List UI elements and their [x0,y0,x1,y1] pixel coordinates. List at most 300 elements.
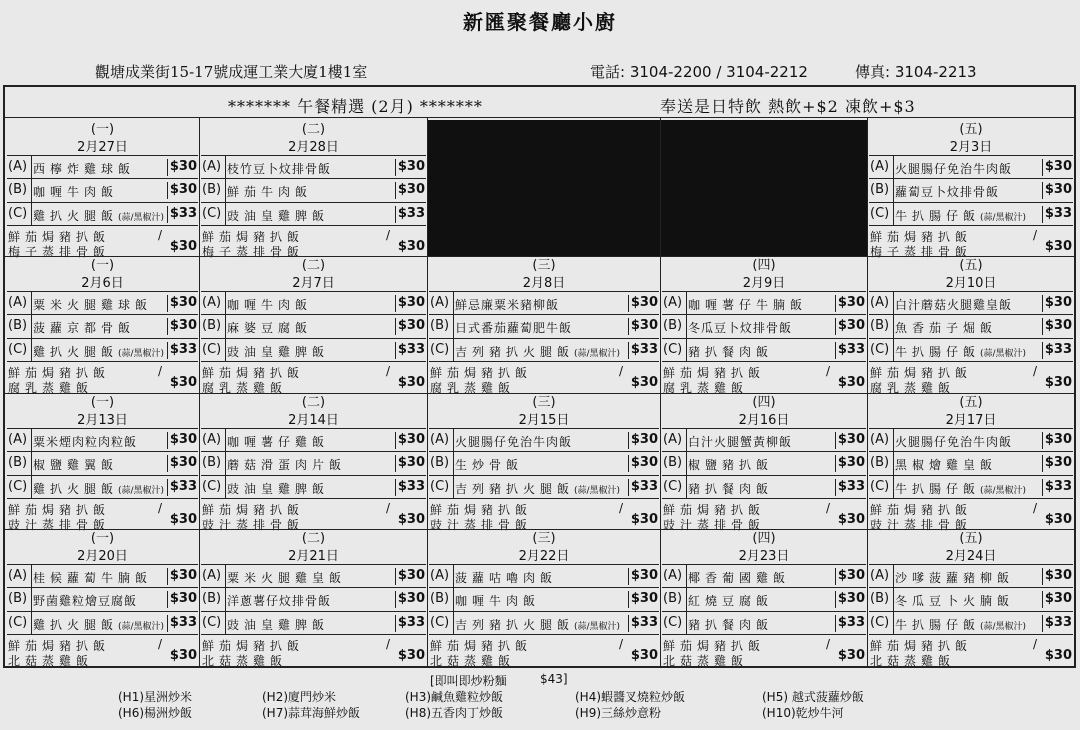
option-divider [225,156,226,178]
option-divider [31,339,32,361]
option-divider [225,452,226,474]
day-menu-cell [869,121,1073,260]
dish-name: 腐乳蒸雞飯 [430,380,516,395]
dish-name: 北菇蒸雞飯 [8,653,94,668]
dish-name: 鮮茄焗豬扒飯 [430,365,533,380]
option-divider [893,203,894,225]
dish-name: 椒鹽雞翼飯 [33,458,119,473]
dish-name: 腐乳蒸雞飯 [870,380,956,395]
dish-name: 豉汁蒸排骨飯 [430,517,533,532]
menu-date: 2月9日 [662,275,866,292]
option-letter: (B) [430,591,450,607]
menu-item-row [869,156,1073,179]
dish-price: $30 [628,432,658,449]
day-menu-cell [201,121,426,260]
menu-item-row [662,292,866,315]
menu-item-row [201,315,426,338]
dish-price: $33 [1042,342,1072,359]
dish-price: $30 [628,455,658,472]
menu-item-row [7,226,198,260]
dish-price: $30 [837,511,865,527]
option-divider [225,315,226,337]
menu-item-row [869,226,1073,260]
sauce-note: (蒜/黑椒汁) [980,212,1027,223]
weekday-number: (一) [90,395,115,410]
day-menu-cell [429,394,659,533]
menu-item-row [869,612,1073,635]
noodle-item: (H8)五香肉丁炒飯 [405,706,504,720]
menu-date: 2月8日 [429,275,659,292]
option-divider [225,339,226,361]
menu-item-row [201,339,426,362]
option-letter: (A) [663,295,683,310]
dish-name: 北菇蒸雞飯 [870,653,956,668]
option-letter: (A) [663,568,683,583]
noodle-item: (H2)廈門炒米 [262,690,337,704]
option-letter: (B) [663,591,683,607]
slash-divider: / [618,363,623,378]
dish-price: $30 [395,591,425,608]
day-menu-cell [201,530,426,669]
dish-name: 枝竹豆卜炆排骨飯 [227,162,332,176]
dish-name: 咖喱牛肉飯 [455,594,541,609]
slash-divider: / [618,636,623,651]
noodle-item: (H5) 越式菠蘿炒飯 [762,690,864,704]
sauce-note: (蒜/黑椒汁) [574,621,621,632]
dish-name: 牛扒腸仔飯(蒜/黑椒汁) [895,344,1027,359]
option-divider [225,292,226,314]
menu-item-row [869,362,1073,396]
menu-item-row [662,452,866,475]
option-letter: (B) [8,318,28,334]
dish-name: 鮮茄焗豬扒飯 [8,365,111,380]
menu-date: 2月20日 [7,548,198,565]
dish-price: $33 [167,342,197,359]
weekday-number: (一) [90,531,115,546]
weekday-number: (三) [532,531,556,546]
dish-name: 梅子蒸排骨飯 [8,244,111,259]
option-divider [225,565,226,587]
dish-name: 粟米火腿雞皇飯 [227,571,347,585]
menu-item-row [869,203,1073,226]
slash-divider: / [157,227,162,242]
dish-name: 椒鹽豬扒飯 [688,458,774,473]
dish-name: 鮮茄焗豬扒飯 [870,502,973,517]
option-letter: (B) [870,182,890,198]
noodle-item: (H3)鹹魚雞粒炒飯 [405,690,504,704]
option-letter: (B) [663,318,683,334]
noodle-price: $43] [540,672,568,686]
option-divider [686,612,687,634]
menu-item-row [7,565,198,588]
dish-name: 北菇蒸雞飯 [663,653,749,668]
slash-divider: / [1032,227,1037,242]
noodle-title: [即叫即炒粉麵 [430,674,507,688]
dish-name: 鮮茄焗豬扒飯 [663,502,766,517]
dish-price: $33 [395,206,425,223]
menu-item-row [662,635,866,669]
option-letter: (B) [870,591,890,607]
dish-price: $30 [1042,455,1072,472]
menu-date: 2月10日 [869,275,1073,292]
dish-price: $33 [167,615,197,632]
option-divider [893,476,894,498]
dish-name: 梅子蒸排骨飯 [202,244,305,259]
dish-name: 吉列豬扒火腿飯(蒜/黑椒汁) [455,481,621,496]
menu-date: 2月21日 [201,548,426,565]
noodle-item: (H10)乾炒牛河 [762,706,844,720]
option-letter: (A) [870,295,890,310]
dish-price: $30 [1044,238,1072,254]
menu-item-row [7,339,198,362]
menu-item-row [869,315,1073,338]
option-letter: (A) [870,432,890,447]
dish-name: 鮮茄焗豬扒飯 [430,638,533,653]
menu-item-row [429,588,659,611]
menu-item-row [7,452,198,475]
menu-item-row [429,476,659,499]
menu-item-row [429,452,659,475]
dish-name: 火腿腸仔免治牛肉飯 [895,162,1013,176]
noodle-item: (H4)蝦醬叉燒粒炒飯 [575,690,686,704]
option-divider [453,476,454,498]
option-letter: (C) [202,341,222,357]
slash-divider: / [1032,363,1037,378]
menu-item-row [869,292,1073,315]
menu-date: 2月27日 [7,139,198,156]
option-letter: (B) [8,182,28,198]
dish-price: $30 [397,374,425,390]
menu-item-row [201,452,426,475]
day-menu-cell [201,257,426,396]
day-menu-cell [7,394,198,533]
menu-date: 2月6日 [7,275,198,292]
option-divider [31,203,32,225]
dish-name: 鮮忌廉粟米豬柳飯 [455,298,560,312]
dish-price: $30 [1042,159,1072,176]
option-divider [893,339,894,361]
option-divider [225,203,226,225]
menu-item-row [7,429,198,452]
menu-item-row [429,315,659,338]
menu-item-row [662,362,866,396]
option-divider [225,179,226,201]
day-menu-cell [869,530,1073,669]
weekday-number: (五) [959,395,983,410]
option-letter: (B) [663,455,683,471]
dish-price: $30 [1042,591,1072,608]
dish-price: $30 [167,432,197,449]
dish-name: 牛扒腸仔飯(蒜/黑椒汁) [895,617,1027,632]
option-letter: (A) [430,295,450,310]
dish-price: $30 [167,159,197,176]
dish-name: 鮮茄焗豬扒飯 [663,638,766,653]
dish-price: $30 [167,591,197,608]
weekday-number: (二) [301,531,326,546]
slash-divider: / [157,636,162,651]
menu-item-row [869,476,1073,499]
slash-divider: / [157,363,162,378]
dish-name: 豉汁蒸排骨飯 [202,517,305,532]
option-divider [686,452,687,474]
menu-date: 2月23日 [662,548,866,565]
dish-price: $33 [1042,479,1072,496]
noodle-item: (H1)星洲炒米 [118,690,193,704]
menu-item-row [662,499,866,533]
dish-price: $30 [1042,432,1072,449]
dish-price: $33 [167,206,197,223]
dish-price: $30 [397,647,425,663]
dish-price: $30 [397,511,425,527]
dish-name: 白汁火腿蟹黃柳飯 [688,435,793,449]
menu-item-row [662,588,866,611]
option-divider [453,292,454,314]
dish-price: $30 [169,511,197,527]
address: 觀塘成業街15-17號成運工業大廈1樓1室 [95,63,368,81]
row-divider [5,393,1074,394]
dish-name: 腐乳蒸雞飯 [663,380,749,395]
dish-name: 北菇蒸雞飯 [202,653,288,668]
weekday-number: (二) [301,258,326,273]
slash-divider: / [825,363,830,378]
option-divider [31,156,32,178]
dish-price: $30 [395,182,425,199]
menu-date: 2月13日 [7,412,198,429]
dish-name: 梅子蒸排骨飯 [870,244,973,259]
dish-name: 菠蘿京都骨飯 [33,321,136,336]
option-divider [31,292,32,314]
option-divider [893,588,894,610]
menu-item-row [869,499,1073,533]
menu-date: 2月28日 [201,139,426,156]
weekday-number: (四) [752,531,776,546]
slash-divider: / [618,500,623,515]
weekday-number: (二) [301,395,326,410]
day-menu-cell [7,530,198,669]
option-letter: (C) [870,205,890,221]
dish-price: $33 [395,615,425,632]
option-letter: (C) [870,341,890,357]
option-divider [893,292,894,314]
weekday-number: (四) [752,395,776,410]
menu-item-row [429,635,659,669]
dish-price: $33 [1042,206,1072,223]
dish-name: 野菌雞粒燴豆腐飯 [33,594,138,609]
dish-name: 鮮茄焗豬扒飯 [202,365,305,380]
option-divider [31,179,32,201]
option-divider [686,565,687,587]
option-divider [453,339,454,361]
menu-item-row [7,635,198,669]
dish-name: 豉汁蒸排骨飯 [8,517,111,532]
weekday-number: (三) [532,258,556,273]
menu-item-row [7,179,198,202]
menu-date: 2月15日 [429,412,659,429]
option-letter: (A) [202,568,222,583]
dish-price: $30 [835,432,865,449]
dish-price: $30 [630,511,658,527]
menu-item-row [7,156,198,179]
option-letter: (C) [202,205,222,221]
dish-name: 菠蘿咕嚕肉飯 [455,571,558,585]
dish-name: 豉汁蒸排骨飯 [870,517,973,532]
dish-price: $33 [395,479,425,496]
option-letter: (A) [8,159,28,174]
menu-item-row [201,565,426,588]
menu-item-row [869,588,1073,611]
menu-item-row [201,476,426,499]
option-divider [686,476,687,498]
banner-title: ******* 午餐精選 (2月) ******* [228,97,483,116]
option-divider [893,612,894,634]
dish-price: $33 [628,615,658,632]
dish-name: 腐乳蒸雞飯 [202,380,288,395]
menu-item-row [201,612,426,635]
fax: 傳真: 3104-2213 [855,63,977,81]
dish-name: 桂候蘿蔔牛腩飯 [33,571,153,585]
dish-price: $33 [628,342,658,359]
row-divider [5,529,1074,530]
dish-name: 紅燒豆腐飯 [688,594,774,609]
option-divider [893,429,894,451]
banner [5,88,1074,118]
dish-price: $30 [395,159,425,176]
dish-price: $30 [1042,182,1072,199]
option-letter: (B) [8,455,28,471]
column-divider [199,118,200,666]
dish-name: 牛扒腸仔飯(蒜/黑椒汁) [895,208,1027,223]
menu-item-row [662,612,866,635]
slash-divider: / [1032,500,1037,515]
option-letter: (C) [8,614,28,630]
menu-item-row [201,635,426,669]
banner-drink-offer: 奉送是日特飲 熱飲+$2 凍飲+$3 [660,97,916,116]
option-divider [453,588,454,610]
dish-price: $30 [630,647,658,663]
dish-name: 火腿腸仔免治牛肉飯 [895,435,1013,449]
dish-name: 鮮茄焗豬扒飯 [870,638,973,653]
dish-name: 豉油皇雞脾飯 [227,481,330,496]
phone: 電話: 3104-2200 / 3104-2212 [590,63,808,81]
option-letter: (C) [8,341,28,357]
menu-item-row [429,339,659,362]
option-divider [686,588,687,610]
dish-price: $30 [835,295,865,312]
sauce-note: (蒜/黑椒汁) [118,348,165,359]
option-divider [453,315,454,337]
dish-price: $30 [835,591,865,608]
option-letter: (A) [202,159,222,174]
option-divider [31,565,32,587]
dish-price: $33 [628,479,658,496]
dish-name: 吉列豬扒火腿飯(蒜/黑椒汁) [455,344,621,359]
dish-price: $30 [1042,295,1072,312]
menu-date: 2月14日 [201,412,426,429]
option-divider [686,339,687,361]
option-letter: (B) [430,455,450,471]
menu-item-row [429,612,659,635]
day-menu-cell [201,394,426,533]
dish-name: 黑椒燴雞皇飯 [895,458,998,473]
menu-item-row [201,226,426,260]
menu-item-row [7,499,198,533]
option-letter: (C) [430,341,450,357]
column-divider [427,118,428,666]
option-divider [31,452,32,474]
dish-name: 咖喱牛肉飯 [33,185,119,200]
dish-price: $30 [837,647,865,663]
dish-name: 豉油皇雞脾飯 [227,344,330,359]
dish-price: $30 [1042,568,1072,585]
redacted-block [427,120,867,256]
option-letter: (C) [8,478,28,494]
weekday-number: (一) [90,258,115,273]
slash-divider: / [385,500,390,515]
weekday-number: (二) [301,122,326,137]
weekday-number: (五) [959,122,983,137]
dish-name: 西檸炸雞球飯 [33,162,136,176]
dish-price: $30 [1044,374,1072,390]
option-divider [453,429,454,451]
dish-name: 咖喱牛肉飯 [227,298,313,312]
day-menu-cell [662,257,866,396]
option-letter: (B) [202,591,222,607]
dish-price: $30 [397,238,425,254]
option-letter: (B) [870,318,890,334]
dish-name: 白汁蘑菇火腿雞皇飯 [895,298,1013,312]
sauce-note: (蒜/黑椒汁) [980,621,1027,632]
option-letter: (A) [202,295,222,310]
dish-name: 鮮茄焗豬扒飯 [8,502,111,517]
menu-item-row [201,499,426,533]
dish-price: $30 [169,647,197,663]
dish-name: 鮮茄焗豬扒飯 [430,502,533,517]
option-letter: (B) [870,455,890,471]
dish-price: $30 [167,318,197,335]
option-letter: (A) [430,568,450,583]
menu-item-row [869,452,1073,475]
dish-name: 北菇蒸雞飯 [430,653,516,668]
option-divider [686,292,687,314]
dish-name: 冬瓜豆卜炆排骨飯 [688,321,793,336]
menu-item-row [201,179,426,202]
option-divider [31,612,32,634]
weekday-number: (四) [752,258,776,273]
dish-name: 鮮茄焗豬扒飯 [202,502,305,517]
dish-name: 洋蔥薯仔炆排骨飯 [227,594,332,609]
dish-price: $30 [395,432,425,449]
option-divider [893,179,894,201]
weekday-number: (三) [532,395,556,410]
option-letter: (C) [663,341,683,357]
column-divider [867,118,868,666]
menu-date: 2月16日 [662,412,866,429]
day-menu-cell [429,530,659,669]
menu-item-row [201,362,426,396]
menu-item-row [201,156,426,179]
dish-price: $30 [1044,511,1072,527]
option-divider [225,588,226,610]
menu-item-row [201,429,426,452]
slash-divider: / [825,636,830,651]
option-letter: (C) [663,478,683,494]
dish-name: 沙嗲菠蘿豬柳飯 [895,571,1015,585]
menu-item-row [7,203,198,226]
slash-divider: / [825,500,830,515]
menu-item-row [869,565,1073,588]
dish-price: $30 [630,374,658,390]
dish-price: $30 [169,374,197,390]
